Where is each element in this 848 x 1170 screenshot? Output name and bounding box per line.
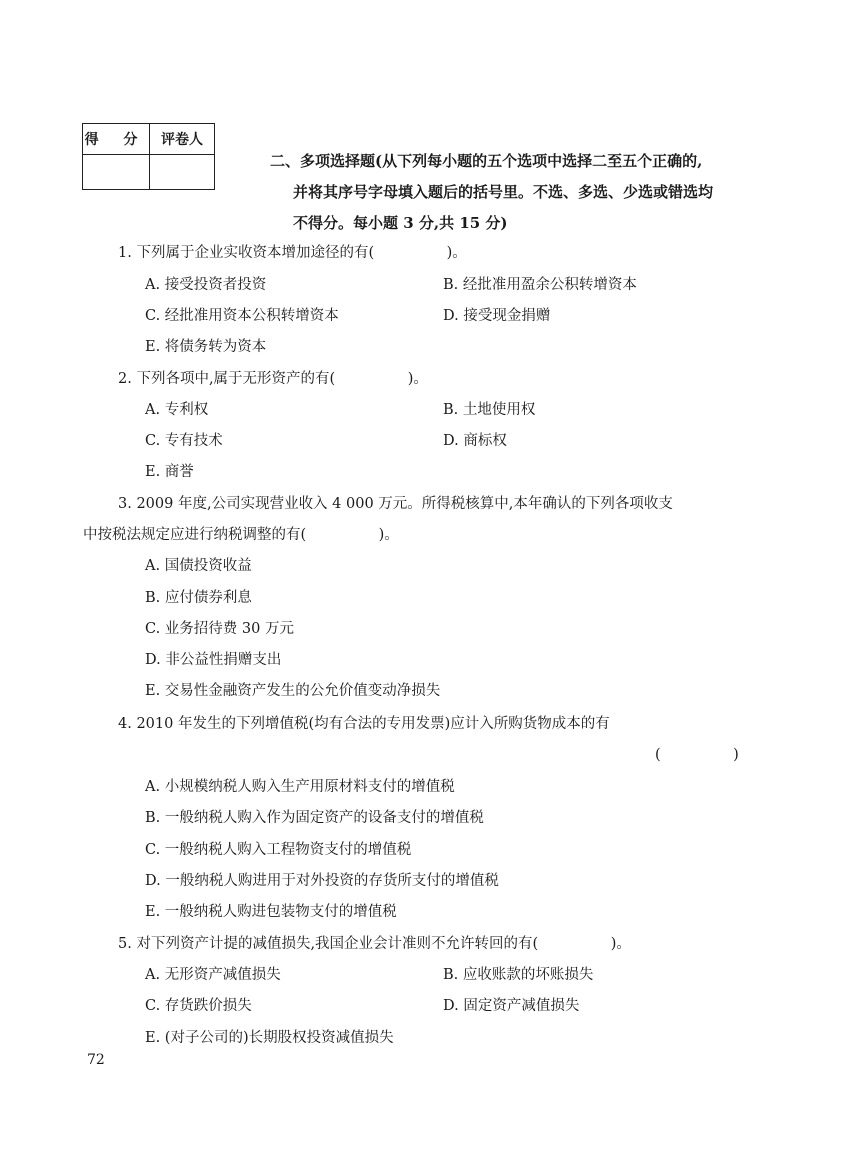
score-cell <box>83 155 150 190</box>
question-3-option-b: B. 应付债券利息 <box>145 590 252 606</box>
question-5-stem: 5. 对下列资产计提的减值损失,我国企业会计准则不允许转回的有( )。 <box>118 936 631 952</box>
question-2-option-c: C. 专有技术 <box>145 433 223 449</box>
question-4-option-e: E. 一般纳税人购进包装物支付的增值税 <box>145 904 397 920</box>
question-2-option-b: B. 土地使用权 <box>443 402 536 418</box>
question-4-answer-paren: ( ) <box>655 747 739 763</box>
question-1-option-e: E. 将债务转为资本 <box>145 339 267 355</box>
question-3-option-d: D. 非公益性捐赠支出 <box>145 652 282 668</box>
grader-label: 评卷人 <box>150 124 215 155</box>
question-5-option-b: B. 应收账款的坏账损失 <box>443 967 594 983</box>
question-4-option-d: D. 一般纳税人购进用于对外投资的存货所支付的增值税 <box>145 873 499 889</box>
question-4-option-b: B. 一般纳税人购入作为固定资产的设备支付的增值税 <box>145 810 484 826</box>
question-1-stem: 1. 下列属于企业实收资本增加途径的有( )。 <box>118 245 467 261</box>
section-heading-line2: 并将其序号字母填入题后的括号里。不选、多选、少选或错选均 <box>293 183 714 201</box>
question-4-option-a: A. 小规模纳税人购入生产用原材料支付的增值税 <box>145 779 455 795</box>
score-label: 得 分 <box>83 124 150 155</box>
question-4-option-c: C. 一般纳税人购入工程物资支付的增值税 <box>145 842 412 858</box>
grader-cell <box>150 155 215 190</box>
section-heading <box>270 146 770 239</box>
section-heading-line3: 不得分。每小题 3 分,共 15 分) <box>293 214 508 232</box>
question-3-stem-line1: 3. 2009 年度,公司实现营业收入 4 000 万元。所得税核算中,本年确认的下列各项收支 <box>118 496 673 512</box>
question-3-stem-line2: 中按税法规定应进行纳税调整的有( )。 <box>83 527 399 543</box>
question-5-option-d: D. 固定资产减值损失 <box>443 998 580 1014</box>
question-5-option-c: C. 存货跌价损失 <box>145 998 252 1014</box>
question-2-option-a: A. 专利权 <box>145 402 209 418</box>
page-number: 72 <box>87 1052 105 1068</box>
question-1-option-a: A. 接受投资者投资 <box>145 277 267 293</box>
question-1-option-b: B. 经批准用盈余公积转增资本 <box>443 277 637 293</box>
section-heading-line1: 二、多项选择题(从下列每小题的五个选项中选择二至五个正确的, <box>270 152 703 170</box>
question-2-stem: 2. 下列各项中,属于无形资产的有( )。 <box>118 371 428 387</box>
question-1-option-c: C. 经批准用资本公积转增资本 <box>145 308 339 324</box>
question-3-option-c: C. 业务招待费 30 万元 <box>145 621 294 637</box>
question-4-stem: 4. 2010 年发生的下列增值税(均有合法的专用发票)应计入所购货物成本的有 <box>118 716 610 732</box>
question-3-option-e: E. 交易性金融资产发生的公允价值变动净损失 <box>145 683 441 699</box>
question-1-option-d: D. 接受现金捐赠 <box>443 308 551 324</box>
question-5-option-e: E. (对子公司的)长期股权投资减值损失 <box>145 1030 394 1046</box>
score-box <box>82 123 215 190</box>
question-5-option-a: A. 无形资产减值损失 <box>145 967 281 983</box>
question-3-option-a: A. 国债投资收益 <box>145 558 252 574</box>
question-2-option-d: D. 商标权 <box>443 433 507 449</box>
question-2-option-e: E. 商誉 <box>145 464 194 480</box>
